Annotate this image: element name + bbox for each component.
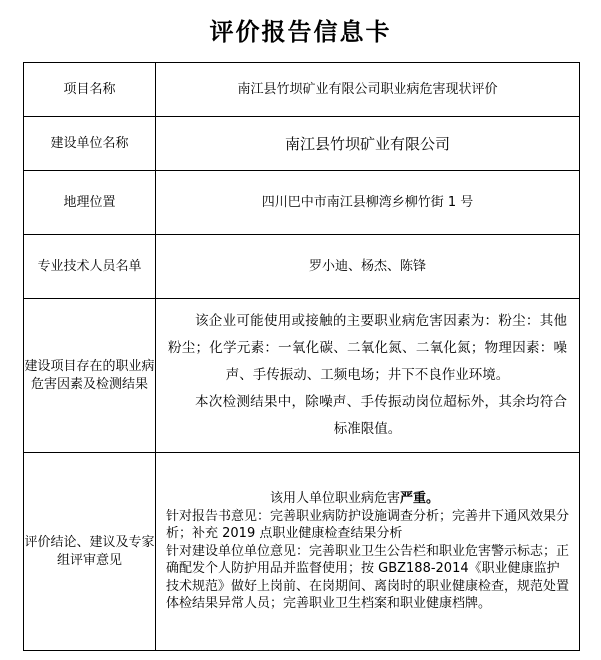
project-name-value: 南江县竹坝矿业有限公司职业病危害现状评价 — [156, 63, 580, 117]
report-opinion-text: 针对报告书意见：完善职业病防护设施调查分析；完善井下通风效果分析；补充 2019 点职业健康检查结果分析 — [166, 508, 570, 542]
location-value: 四川巴中市南江县柳湾乡柳竹街 1 号 — [156, 171, 580, 235]
hazards-results-text: 本次检测结果中，除噪声、手传振动岗位超标外，其余均符合标准限值。 — [195, 394, 567, 437]
builder-value: 南江县竹坝矿业有限公司 — [156, 117, 580, 171]
evaluation-content — [156, 482, 579, 621]
evaluation-conclusion — [166, 490, 569, 508]
project-name-label: 项目名称 — [24, 63, 156, 117]
hazards-content — [156, 302, 579, 449]
evaluation-cell — [156, 453, 580, 651]
hazards-cell — [156, 299, 580, 453]
info-card-table — [23, 62, 580, 651]
hazards-factors-text: 该企业可能使用或接触的主要职业病危害因素为：粉尘：其他粉尘；化学元素：一氧化碳、二氧化氮、二氧化氮；物理因素：噪声、手传振动、工频电场；井下不良作业环境。 — [168, 313, 567, 383]
unit-opinion-text: 针对建设单位单位意见：完善职业卫生公告栏和职业危害警示标志；正确配发个人防护用品并监督使用；按 GBZ188-2014《职业健康监护技术规范》做好上岗前、在岗期间、离岗时的职业健康检查，规范处置体检结果异常人员；完善职业卫生档案和职业健康档牌。 — [166, 543, 570, 612]
table-row — [24, 63, 580, 117]
table-row — [24, 117, 580, 171]
table-row — [24, 299, 580, 453]
staff-label: 专业技术人员名单 — [24, 235, 156, 299]
table-row — [24, 453, 580, 651]
builder-label: 建设单位名称 — [24, 117, 156, 171]
page-title: 评价报告信息卡 — [209, 17, 392, 46]
table-row — [24, 171, 580, 235]
conclusion-text: 该用人单位职业病危害 — [270, 491, 401, 507]
location-label: 地理位置 — [24, 171, 156, 235]
hazards-label: 建设项目存在的职业病危害因素及检测结果 — [24, 299, 156, 453]
staff-value: 罗小迪、杨杰、陈锋 — [156, 235, 580, 299]
conclusion-severity: 严重。 — [400, 491, 440, 507]
table-row — [24, 235, 580, 299]
evaluation-label: 评价结论、建议及专家组评审意见 — [24, 453, 156, 651]
